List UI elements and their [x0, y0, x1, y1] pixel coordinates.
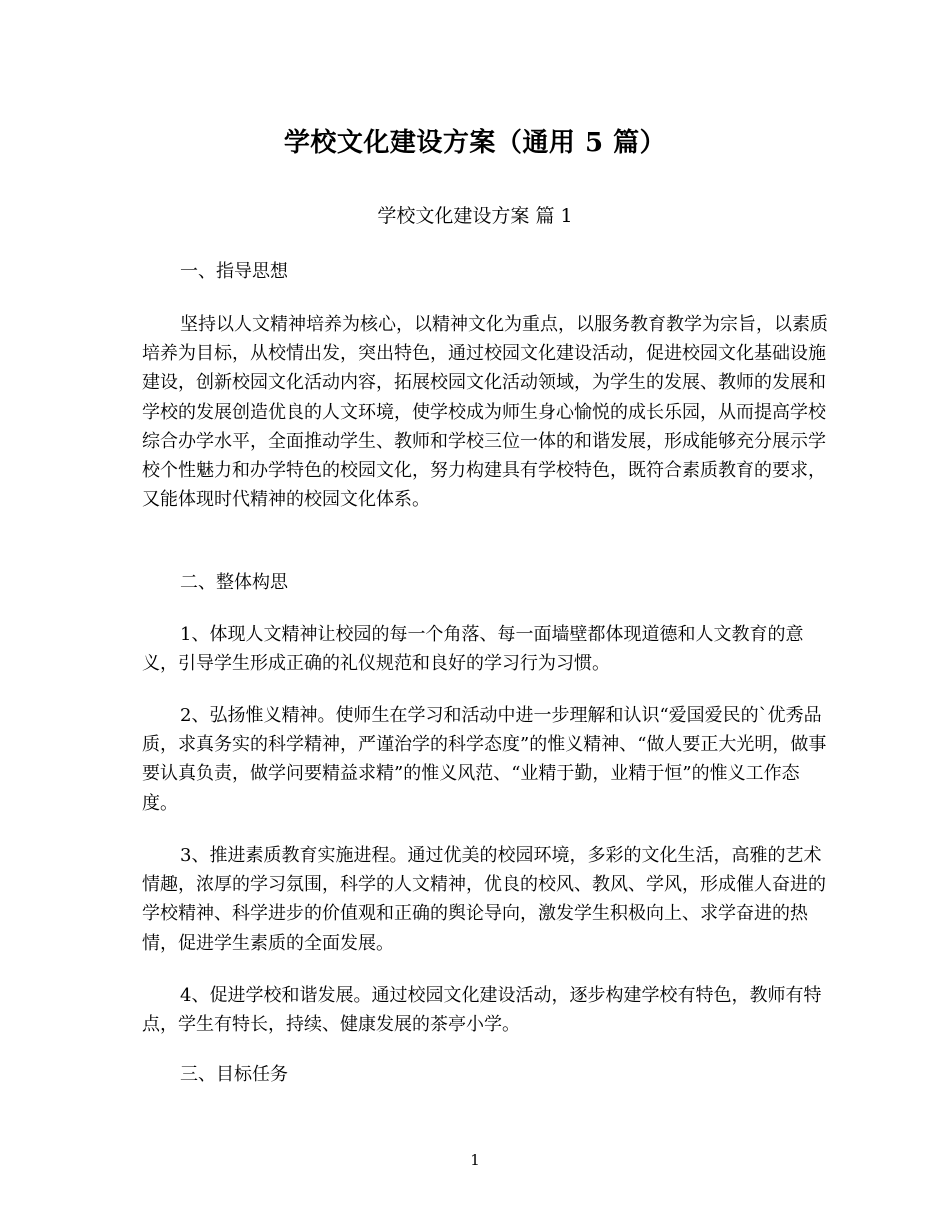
section-title: 学校文化建设方案 篇 1	[377, 205, 573, 227]
heading-guiding-ideology: 一、指导思想	[180, 261, 288, 282]
paragraph-guiding-ideology: 坚持以人文精神培养为核心，以精神文化为重点，以服务教育教学为宗旨，以素质培养为目标，从校情出发，突出特色，通过校园文化建设活动，促进校园文化基础设施建设，创新校园文化活动内容，拓展校园文化活动领域，为学生的发展、教师的发展和学校的发展创造优良的人文环境，使学校成为师生身心愉悦的成长乐园，从而提高学校综合办学水平，全面推动学生、教师和学校三位一体的和谐发展，形成能够充分展示学校个性魅力和办学特色的校园文化，努力构建具有学校特色，既符合素质教育的要求，又能体现时代精神的校园文化体系。	[142, 314, 828, 511]
paragraph-item-1: 1、体现人文精神让校园的每一个角落、每一面墙壁都体现道德和人文教育的意义，引导学生形成正确的礼仪规范和良好的学习行为习惯。	[142, 624, 804, 675]
paragraph-item-2: 2、弘扬惟义精神。使师生在学习和活动中进一步理解和认识“爱国爱民的`优秀品质，求真务实的科学精神，严谨治学的科学态度”的惟义精神、“做人要正大光明，做事要认真负责，做学问要精益求精”的惟义风范、“业精于勤，业精于恒”的惟义工作态度。	[142, 705, 827, 814]
paragraph-item-4: 4、促进学校和谐发展。通过校园文化建设活动，逐步构建学校有特色，教师有特点，学生有特长，持续、健康发展的茶亭小学。	[142, 985, 822, 1036]
page-number: 1	[470, 1151, 480, 1169]
heading-overall-concept: 二、整体构思	[180, 572, 288, 593]
paragraph-item-3: 3、推进素质教育实施进程。通过优美的校园环境，多彩的文化生活，高雅的艺术情趣，浓厚的学习氛围，科学的人文精神，优良的校风、教风、学风，形成催人奋进的学校精神、科学进步的价值观和正确的舆论导向，激发学生积极向上、求学奋进的热情，促进学生素质的全面发展。	[142, 845, 826, 954]
document-title: 学校文化建设方案（通用 5 篇）	[283, 128, 667, 158]
heading-goals-tasks: 三、目标任务	[180, 1064, 288, 1085]
